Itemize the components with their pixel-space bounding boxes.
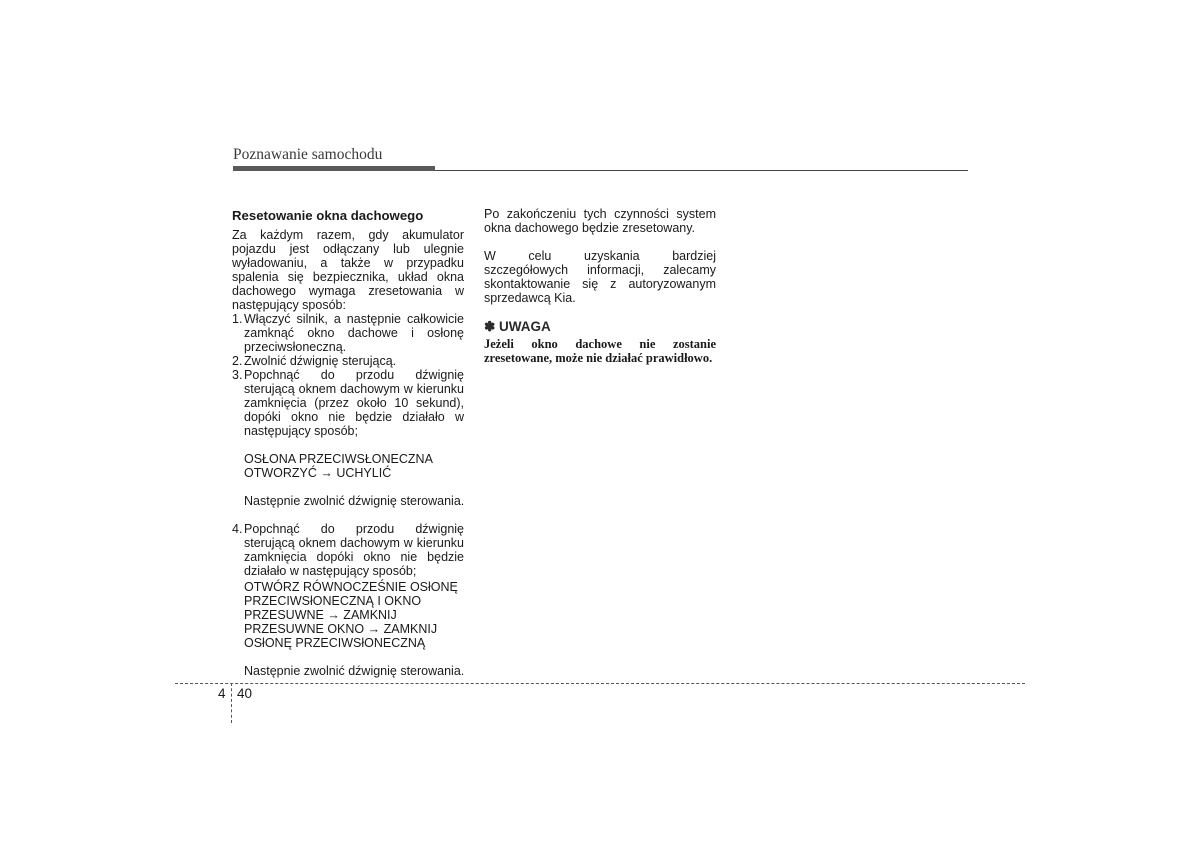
completion-paragraph: Po zakończeniu tych czynności system okna dachowego będzie zresetowany. [484, 207, 716, 235]
step3-sequence [244, 452, 464, 480]
step-number: 1. [232, 312, 243, 326]
sequence-line: OSŁONA PRZECIWSŁONECZNA [244, 452, 433, 466]
step4-after-text: Następnie zwolnić dźwignię sterowania. [244, 664, 465, 678]
page-header-title: Poznawanie samochodu [233, 146, 383, 163]
footer-divider [231, 683, 232, 723]
page-number: 40 [237, 686, 253, 701]
step3-after-text: Następnie zwolnić dźwignię sterowania. [244, 494, 465, 508]
contact-paragraph: W celu uzyskania bardziej szczegółowych informacji, zalecamy skontaktowanie się z autoryzowanym sprzedawcą Kia. [484, 249, 716, 305]
sequence-line: PRZECIWSłONECZNĄ I OKNO [244, 594, 422, 608]
step-text: Włączyć silnik, a następnie całkowicie zamknąć okno dachowe i osłonę przeciwsłoneczną. [244, 312, 464, 354]
left-column [232, 208, 464, 678]
step-number: 2. [232, 354, 243, 368]
step4-sequence [244, 580, 464, 650]
footer-rule [175, 683, 1025, 684]
note-heading: ✽ UWAGA [484, 319, 551, 334]
step-text: Popchnąć do przodu dźwignię sterującą oknem dachowym w kierunku zamknięcia dopóki okno nie będzie działało w następujący sposób; [244, 522, 464, 578]
header-rule-thick [233, 166, 435, 171]
header-rule-thin [435, 170, 968, 171]
sequence-line: PRZESUWNE OKNO → ZAMKNIJ [244, 622, 438, 636]
sequence-line: OTWORZYĆ → UCHYLIĆ [244, 466, 392, 480]
right-column [484, 207, 716, 365]
step-4 [232, 522, 464, 578]
step-text: Popchnąć do przodu dźwignię sterującą oknem dachowym w kierunku zamknięcia (przez około 10 sekund), dopóki okno nie będzie działało w następujący sposób; [244, 368, 464, 438]
sequence-line: OTWÓRZ RÓWNOCZEŚNIE OSłONĘ [244, 580, 458, 594]
note-body: Jeżeli okno dachowe nie zostanie zresetowane, może nie działać prawidłowo. [484, 337, 716, 365]
step-2 [232, 354, 464, 368]
chapter-number: 4 [218, 686, 226, 701]
sequence-line: OSłONĘ PRZECIWSłONECZNĄ [244, 636, 426, 650]
step-text: Zwolnić dźwignię sterującą. [244, 354, 397, 368]
step-number: 3. [232, 368, 243, 382]
intro-paragraph: Za każdym razem, gdy akumulator pojazdu jest odłączany lub ulegnie wyładowaniu, a także w przypadku spalenia się bezpiecznika, układ okna dachowego wymaga zresetowania w następujący sposób: [232, 228, 464, 312]
step-1 [232, 312, 464, 354]
section-heading: Resetowanie okna dachowego [232, 208, 424, 223]
sequence-line: PRZESUWNE → ZAMKNIJ [244, 608, 397, 622]
step-3 [232, 368, 464, 438]
step-number: 4. [232, 522, 243, 536]
